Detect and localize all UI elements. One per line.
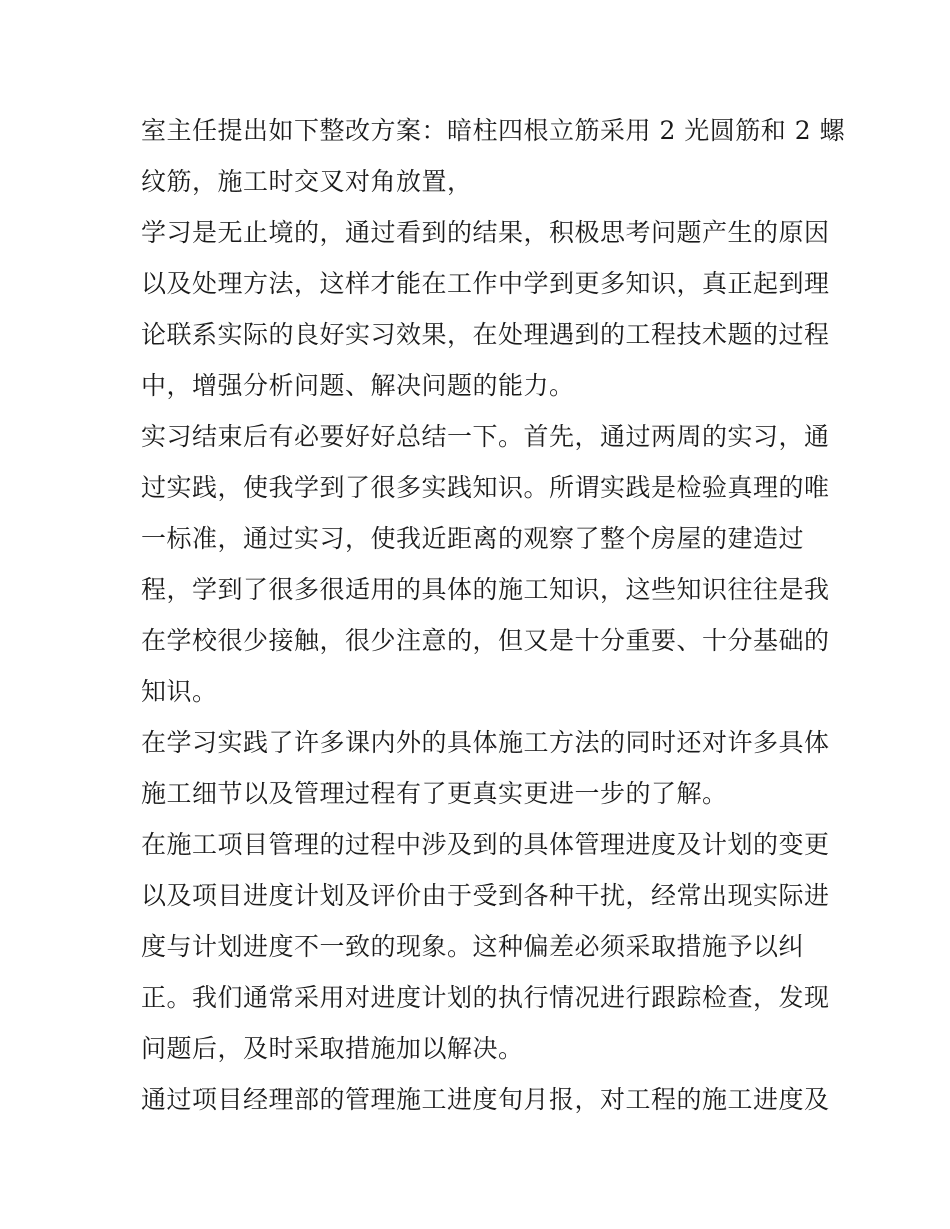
text-line: 在学习实践了许多课内外的具体施工方法的同时还对许多具体 [141,728,830,757]
text-line: 中，增强分析问题、解决问题的能力。 [141,371,575,400]
text-line: 在学校很少接触，很少注意的，但又是十分重要、十分基础的 [141,626,830,655]
text-line: 施工细节以及管理过程有了更真实更进一步的了解。 [141,779,728,808]
text-line: 问题后，及时采取措施加以解决。 [141,1034,524,1063]
text-line: 在施工项目管理的过程中涉及到的具体管理进度及计划的变更 [141,830,830,859]
text-line: 知识。 [141,677,218,706]
text-line: 室主任提出如下整改方案：暗柱四根立筋采用 2 光圆筋和 2 螺 [141,116,846,145]
text-line: 通过项目经理部的管理施工进度旬月报，对工程的施工进度及 [141,1085,830,1114]
text-line: 过实践，使我学到了很多实践知识。所谓实践是检验真理的唯 [141,473,830,502]
text-line: 实习结束后有必要好好总结一下。首先，通过两周的实习，通 [141,422,830,451]
text-line: 以及项目进度计划及评价由于受到各种干扰，经常出现实际进 [141,881,830,910]
body-text [141,105,846,1125]
text-line: 以及处理方法，这样才能在工作中学到更多知识，真正起到理 [141,269,830,298]
text-line: 纹筋，施工时交叉对角放置， [141,167,473,196]
text-line: 论联系实际的良好实习效果，在处理遇到的工程技术题的过程 [141,320,830,349]
text-line: 度与计划进度不一致的现象。这种偏差必须采取措施予以纠 [141,932,805,961]
text-line: 一标准，通过实习，使我近距离的观察了整个房屋的建造过 [141,524,805,553]
text-line: 学习是无止境的，通过看到的结果，积极思考问题产生的原因 [141,218,830,247]
text-line: 正。我们通常采用对进度计划的执行情况进行跟踪检查，发现 [141,983,830,1012]
text-line: 程，学到了很多很适用的具体的施工知识，这些知识往往是我 [141,575,830,604]
